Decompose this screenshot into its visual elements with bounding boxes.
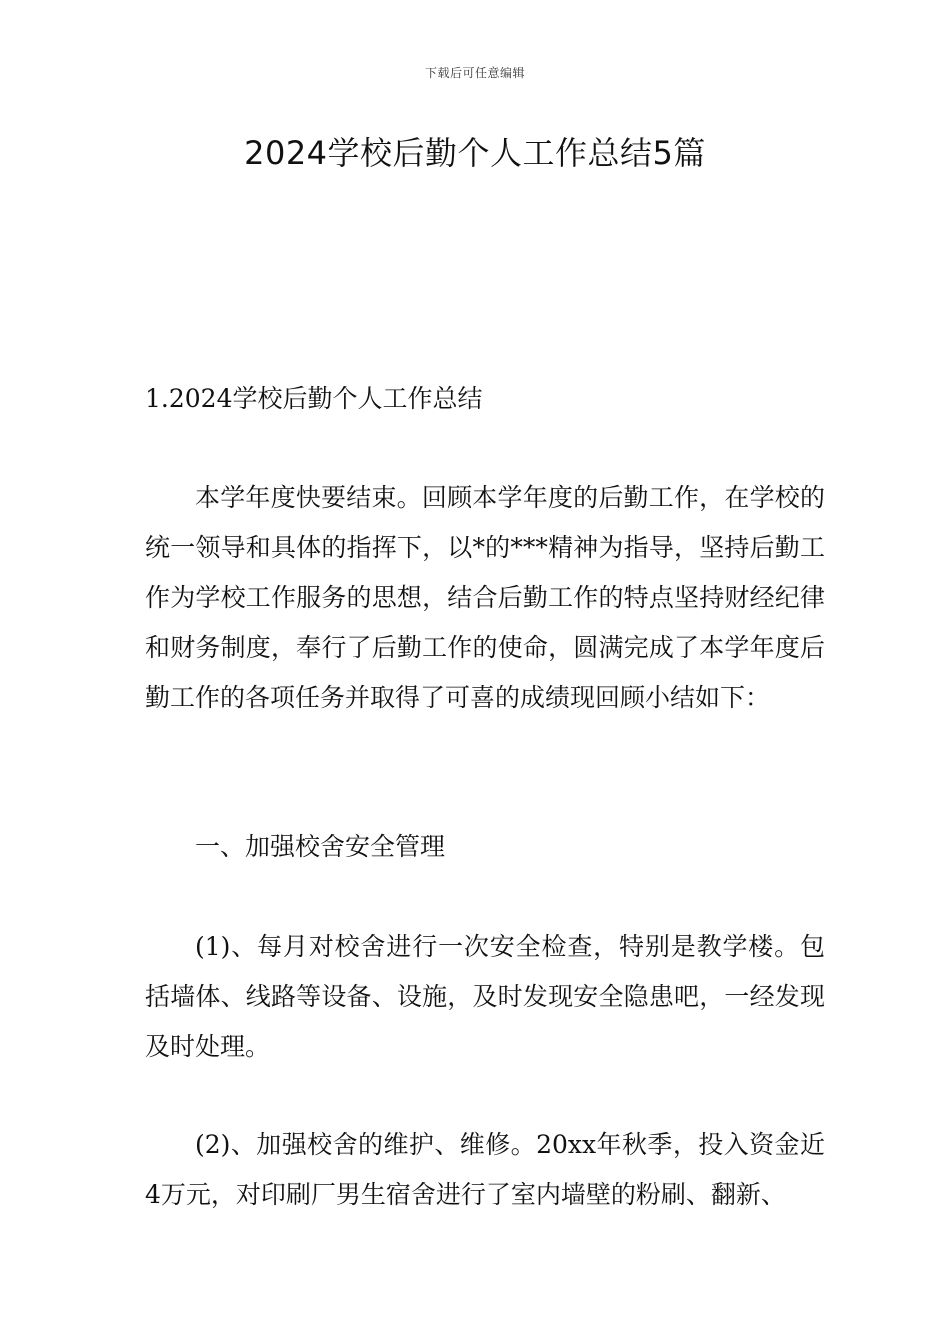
header-note: 下载后可任意编辑 bbox=[424, 66, 525, 80]
paragraph-text: (2)、加强校舍的维护、维修。20xx年秋季，投入资金近4万元，对印刷厂男生宿舍进行了室内墙壁的粉刷、翻新、 bbox=[145, 1130, 825, 1209]
section-title: 1.2024学校后勤个人工作总结 bbox=[145, 384, 483, 413]
subheading-text: 一、加强校舍安全管理 bbox=[195, 832, 446, 861]
subheading-safety bbox=[145, 822, 825, 872]
paragraph-text: 本学年度快要结束。回顾本学年度的后勤工作，在学校的统一领导和具体的指挥下，以*的***精神为指导，坚持后勤工作为学校工作服务的思想，结合后勤工作的特点坚持财经纪律和财务制度，奉行了后勤工作的使命，圆满完成了本学年度后勤工作的各项任务并取得了可喜的成绩现回顾小结如下： bbox=[145, 483, 825, 712]
paragraph-text: (1)、每月对校舍进行一次安全检查，特别是教学楼。包括墙体、线路等设备、设施，及时发现安全隐患吧，一经发现及时处理。 bbox=[145, 932, 825, 1061]
paragraph-item-1 bbox=[145, 922, 825, 1072]
paragraph-intro bbox=[145, 473, 825, 723]
document-title: 2024学校后勤个人工作总结5篇 bbox=[244, 134, 706, 172]
paragraph-item-2 bbox=[145, 1120, 825, 1220]
